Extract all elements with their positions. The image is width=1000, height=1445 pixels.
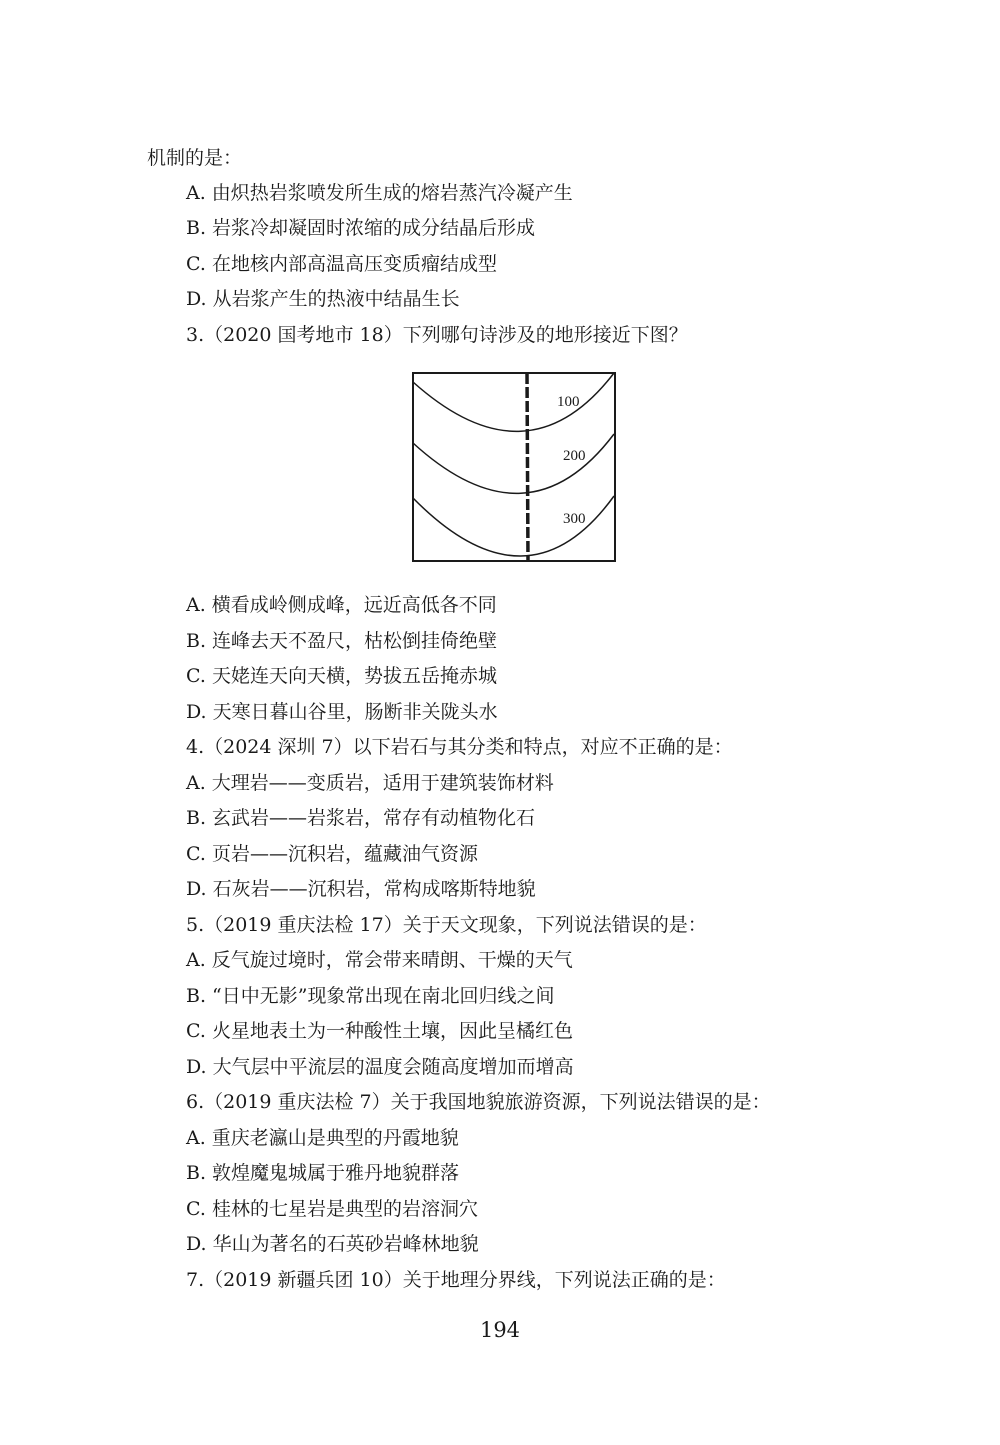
q3-option-b: B. 连峰去天不盈尺，枯松倒挂倚绝壁 bbox=[186, 630, 498, 652]
q2-option-c: C. 在地核内部高温高压变质瘤结成型 bbox=[186, 253, 497, 275]
contour-map-figure bbox=[410, 370, 618, 564]
contour-label-300: 300 bbox=[563, 511, 586, 527]
q2-option-a: A. 由炽热岩浆喷发所生成的熔岩蒸汽冷凝产生 bbox=[186, 182, 573, 204]
q5-stem: 5.（2019 重庆法检 17）关于天文现象，下列说法错误的是： bbox=[186, 914, 707, 936]
q2-option-b: B. 岩浆冷却凝固时浓缩的成分结晶后形成 bbox=[186, 217, 536, 239]
q6-option-d: D. 华山为著名的石英砂岩峰林地貌 bbox=[186, 1233, 479, 1255]
q3-option-d: D. 天寒日暮山谷里，肠断非关陇头水 bbox=[186, 701, 498, 723]
contour-line-100 bbox=[413, 373, 614, 431]
contour-label-100: 100 bbox=[557, 394, 580, 410]
contour-label-200: 200 bbox=[563, 448, 586, 464]
q5-option-d: D. 大气层中平流层的温度会随高度增加而增高 bbox=[186, 1056, 574, 1078]
q2-stem-tail: 机制的是： bbox=[147, 147, 243, 169]
q4-option-d: D. 石灰岩——沉积岩，常构成喀斯特地貌 bbox=[186, 878, 536, 900]
valley-dashed-line bbox=[527, 373, 528, 561]
q4-option-b: B. 玄武岩——岩浆岩，常存有动植物化石 bbox=[186, 807, 536, 829]
q5-option-b: B. “日中无影”现象常出现在南北回归线之间 bbox=[186, 985, 555, 1007]
q4-option-a: A. 大理岩——变质岩，适用于建筑装饰材料 bbox=[186, 772, 554, 794]
q7-stem: 7.（2019 新疆兵团 10）关于地理分界线，下列说法正确的是： bbox=[186, 1269, 726, 1291]
q5-option-a: A. 反气旋过境时，常会带来晴朗、干燥的天气 bbox=[186, 949, 573, 971]
q6-option-b: B. 敦煌魔鬼城属于雅丹地貌群落 bbox=[186, 1162, 460, 1184]
q3-stem: 3.（2020 国考地市 18）下列哪句诗涉及的地形接近下图？ bbox=[186, 324, 688, 346]
q4-option-c: C. 页岩——沉积岩，蕴藏油气资源 bbox=[186, 843, 478, 865]
q6-stem: 6.（2019 重庆法检 7）关于我国地貌旅游资源，下列说法错误的是： bbox=[186, 1091, 771, 1113]
q2-option-d: D. 从岩浆产生的热液中结晶生长 bbox=[186, 288, 460, 310]
page-number: 194 bbox=[479, 1318, 521, 1342]
q6-option-c: C. 桂林的七星岩是典型的岩溶洞穴 bbox=[186, 1198, 478, 1220]
q3-option-c: C. 天姥连天向天横，势拔五岳掩赤城 bbox=[186, 665, 497, 687]
q4-stem: 4.（2024 深圳 7）以下岩石与其分类和特点，对应不正确的是： bbox=[186, 736, 733, 758]
q3-option-a: A. 横看成岭侧成峰，远近高低各不同 bbox=[186, 594, 497, 616]
q6-option-a: A. 重庆老瀛山是典型的丹霞地貌 bbox=[186, 1127, 459, 1149]
q5-option-c: C. 火星地表土为一种酸性土壤，因此呈橘红色 bbox=[186, 1020, 573, 1042]
